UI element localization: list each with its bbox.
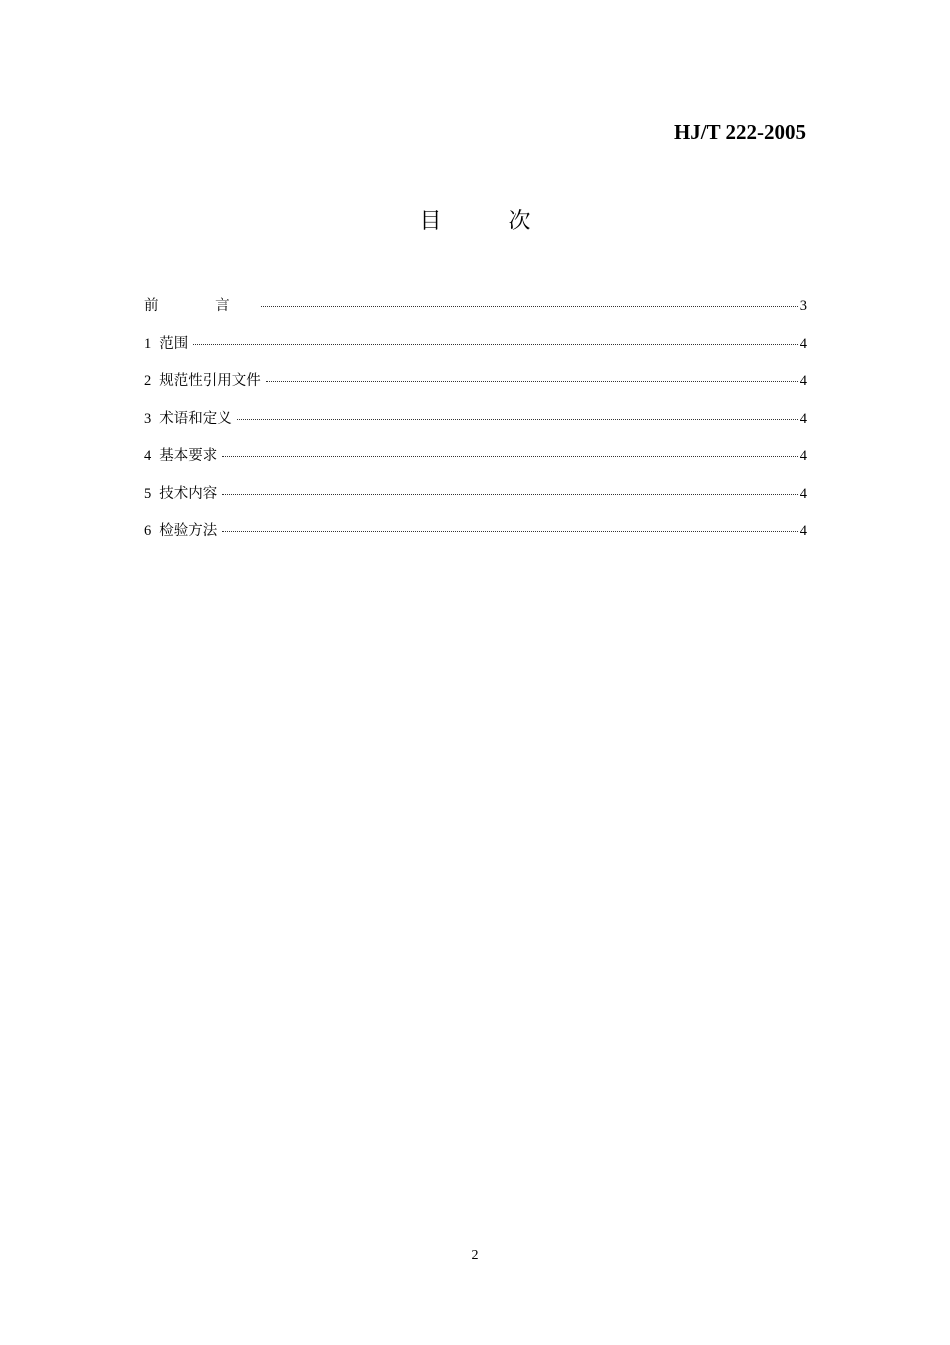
toc-title: 目 次: [419, 209, 561, 234]
toc-entry-label: 范围: [159, 335, 189, 352]
toc-entry-page: 4: [799, 335, 807, 352]
toc-entry-page: 4: [799, 410, 807, 427]
toc-entry-number: 1: [144, 335, 152, 352]
toc-entry-normative-references[interactable]: [144, 369, 807, 407]
toc-entry-text: [144, 332, 191, 353]
toc-entry-text: [144, 369, 264, 390]
toc-entry-scope[interactable]: [144, 332, 807, 370]
toc-entry-page: 4: [799, 448, 807, 464]
toc-entry-label: 基本要求: [159, 448, 218, 464]
toc-entry-basic-requirements[interactable]: [144, 444, 807, 482]
toc-entry-number: 2: [144, 373, 152, 389]
toc-entry-text: [144, 407, 235, 428]
toc-entry-number: 3: [144, 410, 152, 427]
toc-entry-text: [144, 482, 220, 503]
toc-entry-technical-content[interactable]: [144, 482, 807, 520]
toc-entry-text: [144, 444, 220, 465]
toc-dot-leader: [222, 531, 798, 532]
toc-dot-leader: [222, 494, 798, 495]
toc-entry-page: 4: [799, 373, 807, 389]
toc-dot-leader: [237, 419, 798, 420]
toc-entry-text: [144, 519, 220, 540]
toc-entry-label: 检验方法: [159, 523, 218, 539]
toc-entry-foreword[interactable]: [144, 294, 807, 332]
standard-number: HJ/T 222-2005: [673, 120, 806, 144]
toc-entry-label: 术语和定义: [159, 410, 232, 427]
toc-list: [144, 294, 807, 557]
toc-entry-label: 技术内容: [159, 485, 218, 502]
toc-entry-number: 4: [144, 448, 152, 464]
toc-dot-leader: [266, 381, 798, 382]
toc-entry-number: 5: [144, 485, 152, 502]
toc-entry-number: 6: [144, 523, 152, 539]
toc-dot-leader: [222, 456, 798, 457]
toc-dot-leader: [261, 306, 798, 307]
toc-entry-test-methods[interactable]: [144, 519, 807, 557]
toc-entry-label: 前 言: [144, 298, 256, 314]
toc-entry-page: 4: [799, 485, 807, 502]
toc-dot-leader: [193, 344, 798, 345]
toc-entry-page: 3: [799, 298, 807, 314]
toc-entry-page: 4: [799, 523, 807, 539]
toc-entry-label: 规范性引用文件: [159, 373, 261, 389]
toc-entry-terms-definitions[interactable]: [144, 407, 807, 445]
page-number: 2: [471, 1248, 479, 1263]
